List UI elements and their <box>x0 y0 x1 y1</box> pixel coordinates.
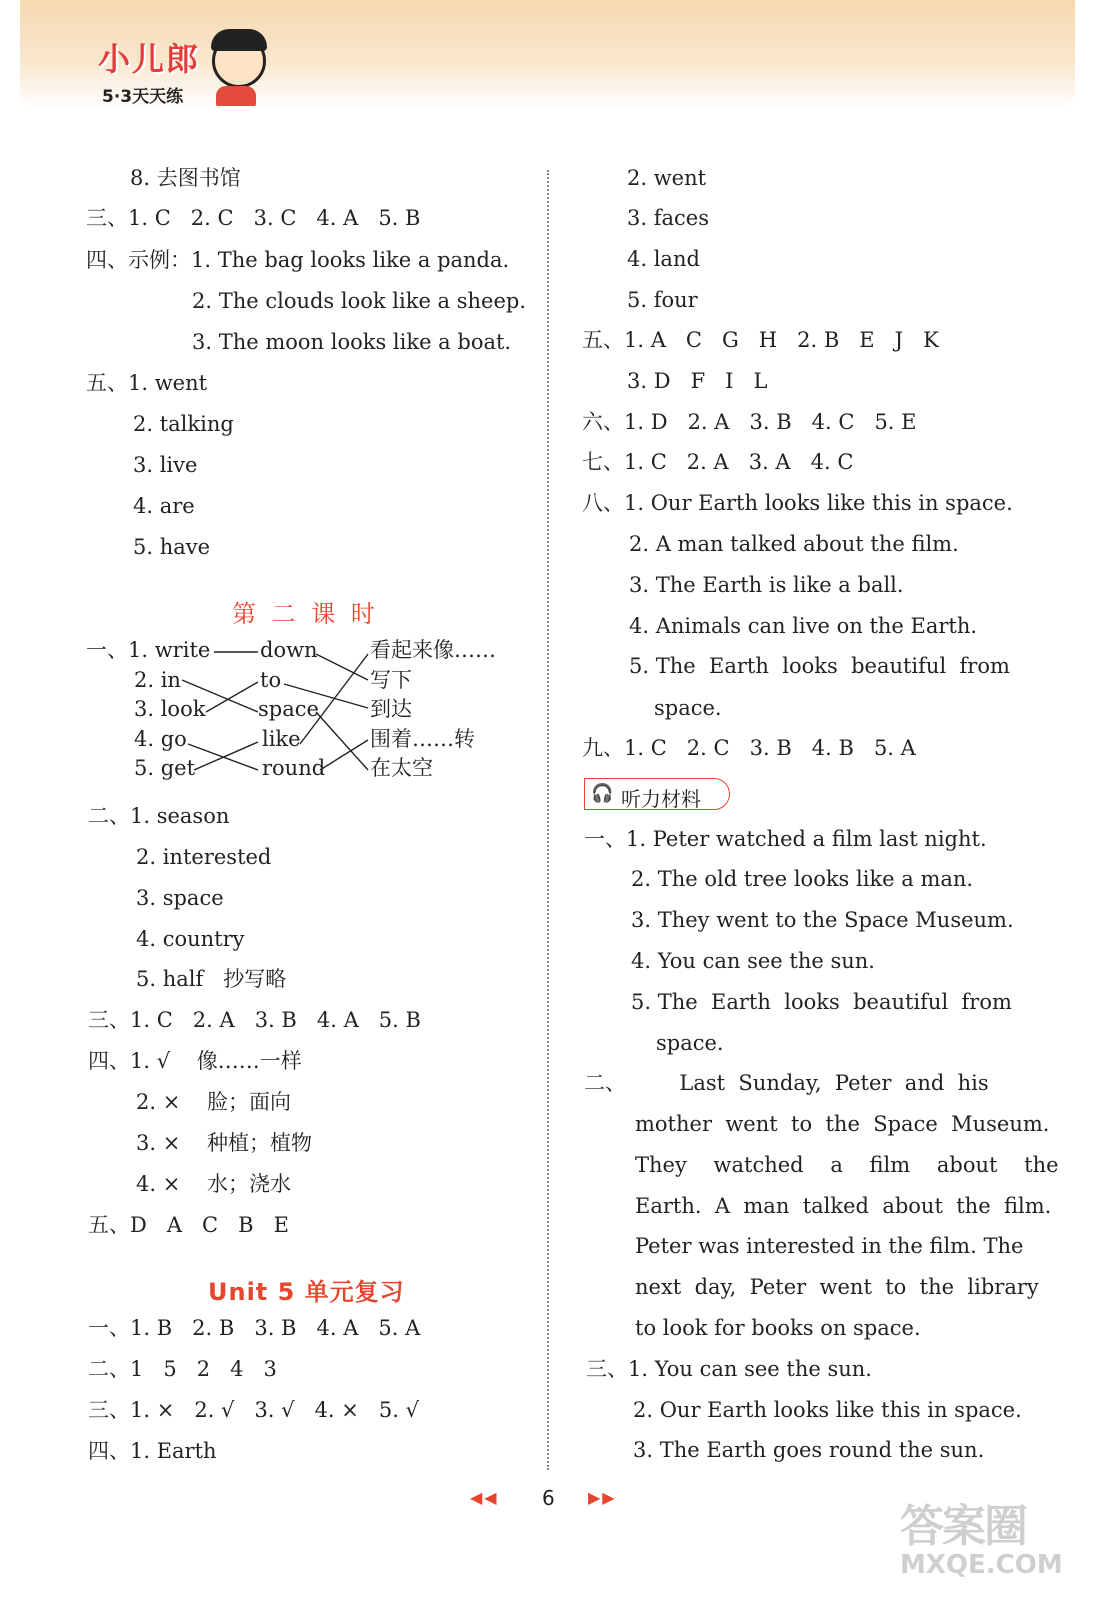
answer-line: 一、1. B 2. B 3. B 4. A 5. A <box>88 1316 421 1340</box>
answer-line: 五、D A C B E <box>88 1213 289 1237</box>
match-line-down-write <box>316 654 368 680</box>
site-watermark <box>900 1490 1070 1590</box>
match-line-space-in <box>316 712 368 770</box>
watermark-title: 答案圈 <box>900 1501 1026 1552</box>
answer-line: 五、1. A C G H 2. B E J K <box>582 328 939 352</box>
answer-line: 六、1. D 2. A 3. B 4. C 5. E <box>582 410 917 434</box>
match-left-item: 4. go <box>134 727 187 751</box>
match-left-item: 5. get <box>134 756 196 780</box>
answer-line: 3. The Earth is like a ball. <box>629 573 904 597</box>
answer-line: 四、1. √ 像……一样 <box>88 1049 302 1073</box>
answer-line: 2. went <box>627 166 707 190</box>
prev-arrows-icon: ◀◀ <box>470 1488 499 1507</box>
match-line-to-reach <box>284 684 368 708</box>
match-line-round-around <box>320 740 368 770</box>
answer-line: 4. country <box>136 927 245 951</box>
transcript-paragraph-line: Earth. A man talked about the film. <box>635 1194 1052 1218</box>
answer-line: 4. are <box>133 494 195 518</box>
watermark-url: MXQE.COM <box>900 1550 1063 1580</box>
answer-line: 二、1. season <box>88 804 230 828</box>
match-left-item: 一、1. write <box>86 638 211 662</box>
transcript-paragraph-line: Peter was interested in the film. The <box>635 1234 1024 1258</box>
transcript-line: space. <box>656 1031 724 1055</box>
answer-line: 2. A man talked about the film. <box>629 532 959 556</box>
answer-line: space. <box>654 696 722 720</box>
answer-line: 3. faces <box>627 206 709 230</box>
answer-line: 3. space <box>136 886 224 910</box>
section-title-lesson2: 第 二 课 时 <box>232 600 379 628</box>
transcript-line: 一、1. Peter watched a film last night. <box>584 827 987 851</box>
series-name: 5·3天天练 <box>102 87 184 107</box>
answer-line: 3. D F I L <box>627 369 768 393</box>
brand-logo: 小儿郎 <box>98 40 201 78</box>
transcript-line: 4. You can see the sun. <box>631 949 875 973</box>
headphones-icon: 🎧 <box>591 783 614 804</box>
answer-line: 九、1. C 2. C 3. B 4. B 5. A <box>582 736 916 760</box>
answer-line: 5. have <box>133 535 211 559</box>
transcript-paragraph-line: next day, Peter went to the library <box>635 1275 1039 1299</box>
answer-line: 七、1. C 2. A 3. A 4. C <box>582 450 854 474</box>
answer-line: 8. 去图书馆 <box>130 166 241 190</box>
answer-line: 5. half 抄写略 <box>136 967 287 991</box>
match-right-item: 围着……转 <box>370 727 475 751</box>
answer-line: 2. talking <box>133 412 234 436</box>
answer-line: 3. live <box>133 453 198 477</box>
match-right-item: 在太空 <box>370 756 433 780</box>
match-mid-item: down <box>260 638 318 662</box>
listening-material-badge <box>584 778 730 810</box>
transcript-paragraph-line: They watched a film about the <box>635 1153 1059 1177</box>
answer-line: 2. × 脸；面向 <box>136 1090 292 1114</box>
transcript-line: 3. They went to the Space Museum. <box>631 908 1014 932</box>
transcript-line: 3. The Earth goes round the sun. <box>633 1438 985 1462</box>
match-line-look-like <box>206 682 258 712</box>
answer-line: 四、1. Earth <box>88 1439 217 1463</box>
next-arrows-icon: ▶▶ <box>588 1488 617 1507</box>
match-right-item: 到达 <box>370 697 412 721</box>
match-mid-item: round <box>262 756 326 780</box>
answer-line: 3. The moon looks like a boat. <box>192 330 512 354</box>
answer-line: 2. interested <box>136 845 272 869</box>
match-mid-item: like <box>262 727 301 751</box>
match-left-item: 3. look <box>134 697 206 721</box>
answer-line: 二、1 5 2 4 3 <box>88 1357 277 1381</box>
answer-line: 4. Animals can live on the Earth. <box>629 614 978 638</box>
page-number: 6 <box>542 1486 555 1510</box>
transcript-paragraph-line: mother went to the Space Museum. <box>635 1112 1050 1136</box>
match-mid-item: to <box>260 668 282 692</box>
match-right-item: 看起来像…… <box>370 638 496 662</box>
transcript-line: 三、1. You can see the sun. <box>586 1357 872 1381</box>
transcript-paragraph-line: 二、 Last Sunday, Peter and his <box>584 1071 989 1095</box>
match-mid-item: space <box>258 697 319 721</box>
answer-line: 3. × 种植；植物 <box>136 1131 313 1155</box>
match-line-like-look <box>300 654 368 744</box>
answer-line: 四、示例：1. The bag looks like a panda. <box>86 248 510 272</box>
answer-line: 三、1. × 2. √ 3. √ 4. × 5. √ <box>88 1398 419 1422</box>
transcript-line: 2. The old tree looks like a man. <box>631 867 974 891</box>
answer-line: 八、1. Our Earth looks like this in space. <box>582 491 1013 515</box>
answer-line: 2. The clouds look like a sheep. <box>192 289 527 313</box>
answer-line: 4. × 水；浇水 <box>136 1172 292 1196</box>
transcript-paragraph-line: to look for books on space. <box>635 1316 921 1340</box>
section-title-unit-review: Unit 5 单元复习 <box>208 1278 405 1306</box>
match-right-item: 写下 <box>370 668 412 692</box>
match-line-in-to-mid <box>182 680 258 712</box>
answer-line: 三、1. C 2. C 3. C 4. A 5. B <box>86 206 421 230</box>
answer-line: 5. four <box>627 288 698 312</box>
match-left-item: 2. in <box>134 668 181 692</box>
transcript-line: 5. The Earth looks beautiful from <box>631 990 1012 1014</box>
transcript-line: 2. Our Earth looks like this in space. <box>633 1398 1022 1422</box>
answer-line: 5. The Earth looks beautiful from <box>629 654 1010 678</box>
answer-line: 三、1. C 2. A 3. B 4. A 5. B <box>88 1008 421 1032</box>
listening-material-label: 听力材料 <box>621 787 701 811</box>
answer-line: 4. land <box>627 247 700 271</box>
answer-line: 五、1. went <box>86 371 208 395</box>
